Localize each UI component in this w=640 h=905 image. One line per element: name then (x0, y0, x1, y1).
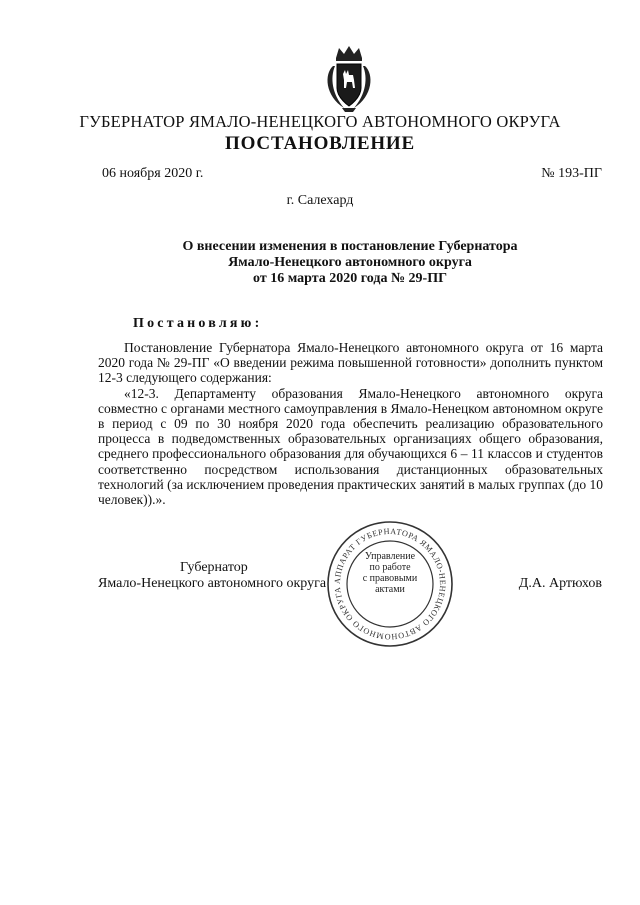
document-title (100, 239, 600, 287)
title-line: Ямало-Ненецкого автономного округа (228, 255, 472, 270)
stamp-line: Управление (364, 551, 416, 562)
document-date: 06 ноября 2020 г. (102, 166, 204, 181)
stamp-line: по работе (369, 562, 411, 573)
document-number: № 193-ПГ (541, 166, 602, 181)
document-city: г. Салехард (286, 193, 354, 208)
stamp-ring-text: АППАРАТ ГУБЕРНАТОРА ЯМАЛО-НЕНЕЦКОГО АВТОНОМНОГО ОКРУГА (332, 526, 448, 642)
stamp-line: актами (375, 584, 405, 595)
coat-of-arms-icon (322, 44, 376, 114)
title-line: от 16 марта 2020 года № 29-ПГ (253, 271, 447, 286)
organization-heading: ГУБЕРНАТОР ЯМАЛО-НЕНЕЦКОГО АВТОНОМНОГО ОКРУГА (79, 112, 561, 131)
document-body (98, 340, 603, 507)
title-line: О внесении изменения в постановление Губернатора (182, 239, 518, 254)
stamp-center-text (351, 551, 429, 595)
stamp-line: с правовыми (362, 573, 418, 584)
body-paragraph: «12-3. Департаменту образования Ямало-Ненецкого автономного округа совместно с органами местного самоуправления в Ямало-Ненецком автономном округе в период с 09 по 30 ноября 2020 года обеспечить реализацию образовательного процесса в подведомственных образовательных организациях общего образования, среднего профессионального образования для обучающихся 6 – 11 классов и студентов соответственно посредством использования дистанционных образовательных технологий (за исключением проведения практических занятий в малых группах (до 10 человек)).». (98, 385, 603, 508)
signatory-name: Д.А. Артюхов (518, 576, 602, 591)
body-paragraph: Постановление Губернатора Ямало-Ненецкого автономного округа от 16 марта 2020 года № 29-ПГ «О введении режима повышенной готовности» дополнить пунктом 12-3 следующего содержания: (98, 340, 603, 386)
decree-word: Постановляю: (133, 316, 263, 331)
document-type-heading: ПОСТАНОВЛЕНИЕ (225, 133, 415, 154)
signatory-title: Губернатор (180, 560, 248, 575)
signatory-title-line2: Ямало-Ненецкого автономного округа (98, 576, 327, 591)
